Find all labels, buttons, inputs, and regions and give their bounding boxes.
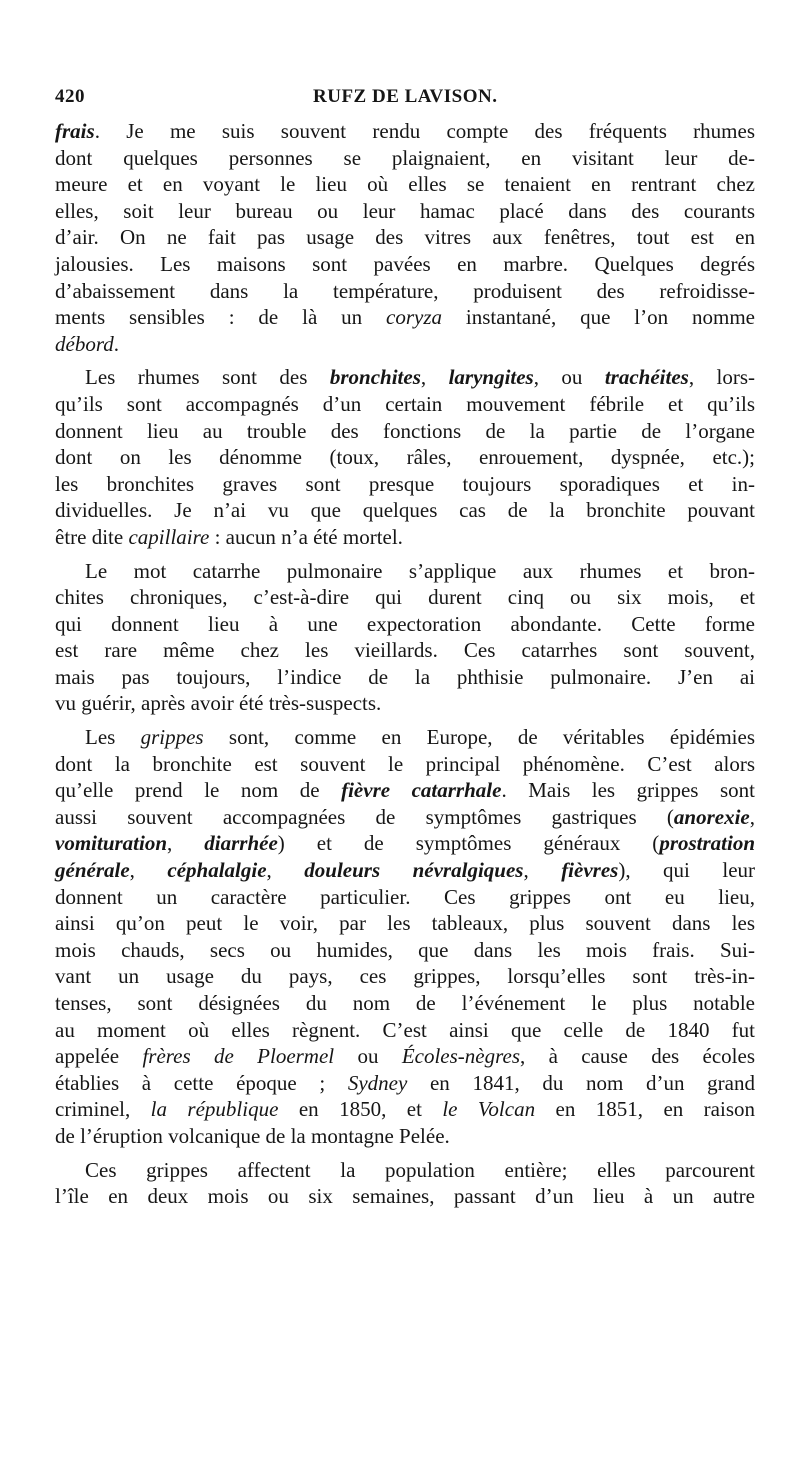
emphasis-text: frères de Ploermel (142, 1044, 335, 1069)
text-line (55, 444, 755, 471)
text-run: d’abaissement dans la température, produisent des refroidisse- (55, 278, 755, 303)
emphasis-text: grippes (140, 725, 204, 750)
emphasis-text: la république (150, 1097, 279, 1122)
paragraph (55, 118, 755, 357)
text-line (55, 497, 755, 524)
text-line (55, 224, 755, 251)
text-run: . Mais les grippes sont (501, 778, 756, 803)
text-run: instantané, que l’on nomme (442, 305, 755, 330)
text-run: , (523, 858, 562, 883)
text-run: qu’elle prend le nom de (55, 778, 342, 803)
text-run: qu’ils sont accompagnés d’un certain mouvement fébrile et qu’ils (55, 391, 755, 416)
text-run: , (266, 858, 305, 883)
emphasis-text: le Volcan (442, 1097, 536, 1122)
emphasis-text: douleurs névralgiques (304, 858, 524, 883)
text-line (55, 1070, 755, 1097)
emphasis-text: diarrhée (204, 831, 278, 856)
text-run: . Je me suis souvent rendu compte des fréquents rhumes (94, 119, 755, 143)
text-run: dividuelles. Je n’ai vu que quelques cas de la bronchite pouvant (55, 498, 755, 523)
text-line (55, 830, 755, 857)
text-run: mais pas toujours, l’indice de la phthisie pulmonaire. J’en ai (55, 664, 755, 689)
text-run: être dite (55, 524, 129, 549)
text-line (55, 1043, 755, 1070)
text-line (55, 690, 755, 717)
running-title: RUFZ DE LAVISON. (313, 86, 498, 107)
text-line (55, 937, 755, 964)
text-run: , lors- (688, 365, 756, 390)
text-run: mois chauds, secs ou humides, que dans les mois frais. Sui- (55, 937, 755, 962)
text-line (55, 524, 755, 551)
text-run: dont on les dénomme (toux, râles, enrouement, dyspnée, etc.); (55, 445, 755, 470)
text-run: tenses, sont désignées du nom de l’événement le plus notable (55, 991, 755, 1015)
text-line (55, 331, 755, 358)
text-run: d’air. On ne fait pas usage des vitres aux fenêtres, tout est en (55, 225, 755, 250)
text-line (55, 471, 755, 498)
text-run: ou (334, 1044, 402, 1069)
text-run: en 1851, en raison (535, 1097, 756, 1122)
emphasis-text: vomituration (55, 831, 168, 856)
paragraph (55, 558, 755, 718)
text-run: , (167, 831, 205, 856)
text-line (55, 910, 755, 937)
text-line (55, 963, 755, 990)
text-line (55, 1096, 755, 1123)
emphasis-text: Sydney (347, 1070, 408, 1095)
text-run: : aucun n’a été mortel. (209, 524, 403, 549)
text-run: , (129, 858, 168, 883)
text-line (55, 145, 755, 172)
text-run: criminel, (55, 1097, 151, 1122)
text-line (55, 278, 755, 305)
text-run: en 1841, du nom d’un grand (407, 1070, 755, 1095)
text-run: donnent un caractère particulier. Ces grippes ont eu lieu, (55, 884, 755, 909)
text-line (55, 611, 755, 638)
text-run: en 1850, et (278, 1097, 443, 1122)
emphasis-text: céphalalgie (167, 858, 267, 883)
emphasis-text: Écoles-nègres (401, 1044, 520, 1069)
text-line (55, 990, 755, 1017)
text-run: , (420, 365, 449, 390)
text-line (55, 751, 755, 778)
text-line (55, 884, 755, 911)
emphasis-text: générale (55, 858, 130, 883)
text-line (55, 304, 755, 331)
text-line (55, 1017, 755, 1044)
emphasis-text: débord (55, 331, 114, 356)
emphasis-text: laryngites (448, 365, 534, 390)
paragraph (55, 1157, 755, 1210)
text-run: de l’éruption volcanique de la montagne Pelée. (55, 1123, 450, 1148)
text-run: ) et de symptômes généraux ( (277, 831, 660, 856)
text-run: sont, comme en Europe, de véritables épidémies (203, 725, 755, 750)
text-line (55, 1123, 755, 1150)
text-line (55, 584, 755, 611)
text-run: dont la bronchite est souvent le principal phénomène. C’est alors (55, 751, 755, 776)
text-run: est rare même chez les vieillards. Ces catarrhes sont souvent, (55, 638, 755, 663)
text-run: établies à cette époque ; (55, 1070, 348, 1095)
text-run: , à cause des écoles (520, 1044, 756, 1069)
emphasis-text: prostration (659, 831, 756, 856)
text-line (55, 171, 755, 198)
emphasis-text: anorexie (673, 804, 750, 829)
text-run: les bronchites graves sont presque toujours sporadiques et in- (55, 471, 755, 496)
text-run: elles, soit leur bureau ou leur hamac placé dans des courants (55, 198, 755, 223)
text-line (55, 637, 755, 664)
text-run: appelée (55, 1044, 143, 1069)
text-run: , ou (533, 365, 605, 390)
text-line (55, 664, 755, 691)
emphasis-text: frais (55, 119, 95, 143)
text-run: Les rhumes sont des (85, 365, 330, 390)
text-run: donnent lieu au trouble des fonctions de la partie de l’organe (55, 418, 755, 443)
paragraph (55, 724, 755, 1150)
text-line (55, 804, 755, 831)
text-line (55, 391, 755, 418)
text-run: l’île en deux mois ou six semaines, passant d’un lieu à un autre (55, 1184, 755, 1209)
text-line (55, 198, 755, 225)
page-header (55, 86, 755, 110)
text-line (55, 724, 755, 751)
text-run: vant un usage du pays, ces grippes, lorsqu’elles sont très-in- (55, 964, 755, 989)
paragraph (55, 364, 755, 550)
text-line (55, 558, 755, 585)
body-text (55, 118, 755, 1210)
text-run: Le mot catarrhe pulmonaire s’applique aux rhumes et bron- (85, 558, 755, 583)
emphasis-text: trachéites (604, 365, 689, 390)
text-run: , (749, 804, 755, 829)
text-line (55, 777, 755, 804)
emphasis-text: bronchites (329, 365, 421, 390)
emphasis-text: coryza (386, 305, 442, 330)
text-run: meure et en voyant le lieu où elles se tenaient en rentrant chez (55, 172, 755, 197)
emphasis-text: capillaire (128, 524, 210, 549)
text-run: chites chroniques, c’est-à-dire qui durent cinq ou six mois, et (55, 585, 755, 610)
text-line (55, 364, 755, 391)
text-line (55, 251, 755, 278)
text-run: . (113, 331, 119, 356)
text-run: aussi souvent accompagnées de symptômes gastriques ( (55, 804, 674, 829)
text-run: jalousies. Les maisons sont pavées en marbre. Quelques degrés (55, 251, 755, 276)
text-run: Ces grippes affectent la population entière; elles parcourent (85, 1157, 755, 1182)
text-run: ainsi qu’on peut le voir, par les tableaux, plus souvent dans les (55, 911, 755, 936)
text-run: au moment où elles règnent. C’est ainsi que celle de 1840 fut (55, 1017, 755, 1042)
text-line (55, 1183, 755, 1210)
text-run: Les (85, 725, 141, 750)
page-number: 420 (55, 86, 85, 107)
emphasis-text: fièvre catarrhale (341, 778, 502, 803)
text-run: ), qui leur (618, 858, 756, 883)
text-run: vu guérir, après avoir été très-suspects. (55, 691, 382, 716)
text-run: dont quelques personnes se plaignaient, en visitant leur de- (55, 145, 755, 170)
text-line (55, 1157, 755, 1184)
text-line (55, 418, 755, 445)
text-line (55, 118, 755, 145)
text-run: qui donnent lieu à une expectoration abondante. Cette forme (55, 611, 755, 636)
text-line (55, 857, 755, 884)
emphasis-text: fièvres (561, 858, 619, 883)
text-run: ments sensibles : de là un (55, 305, 386, 330)
